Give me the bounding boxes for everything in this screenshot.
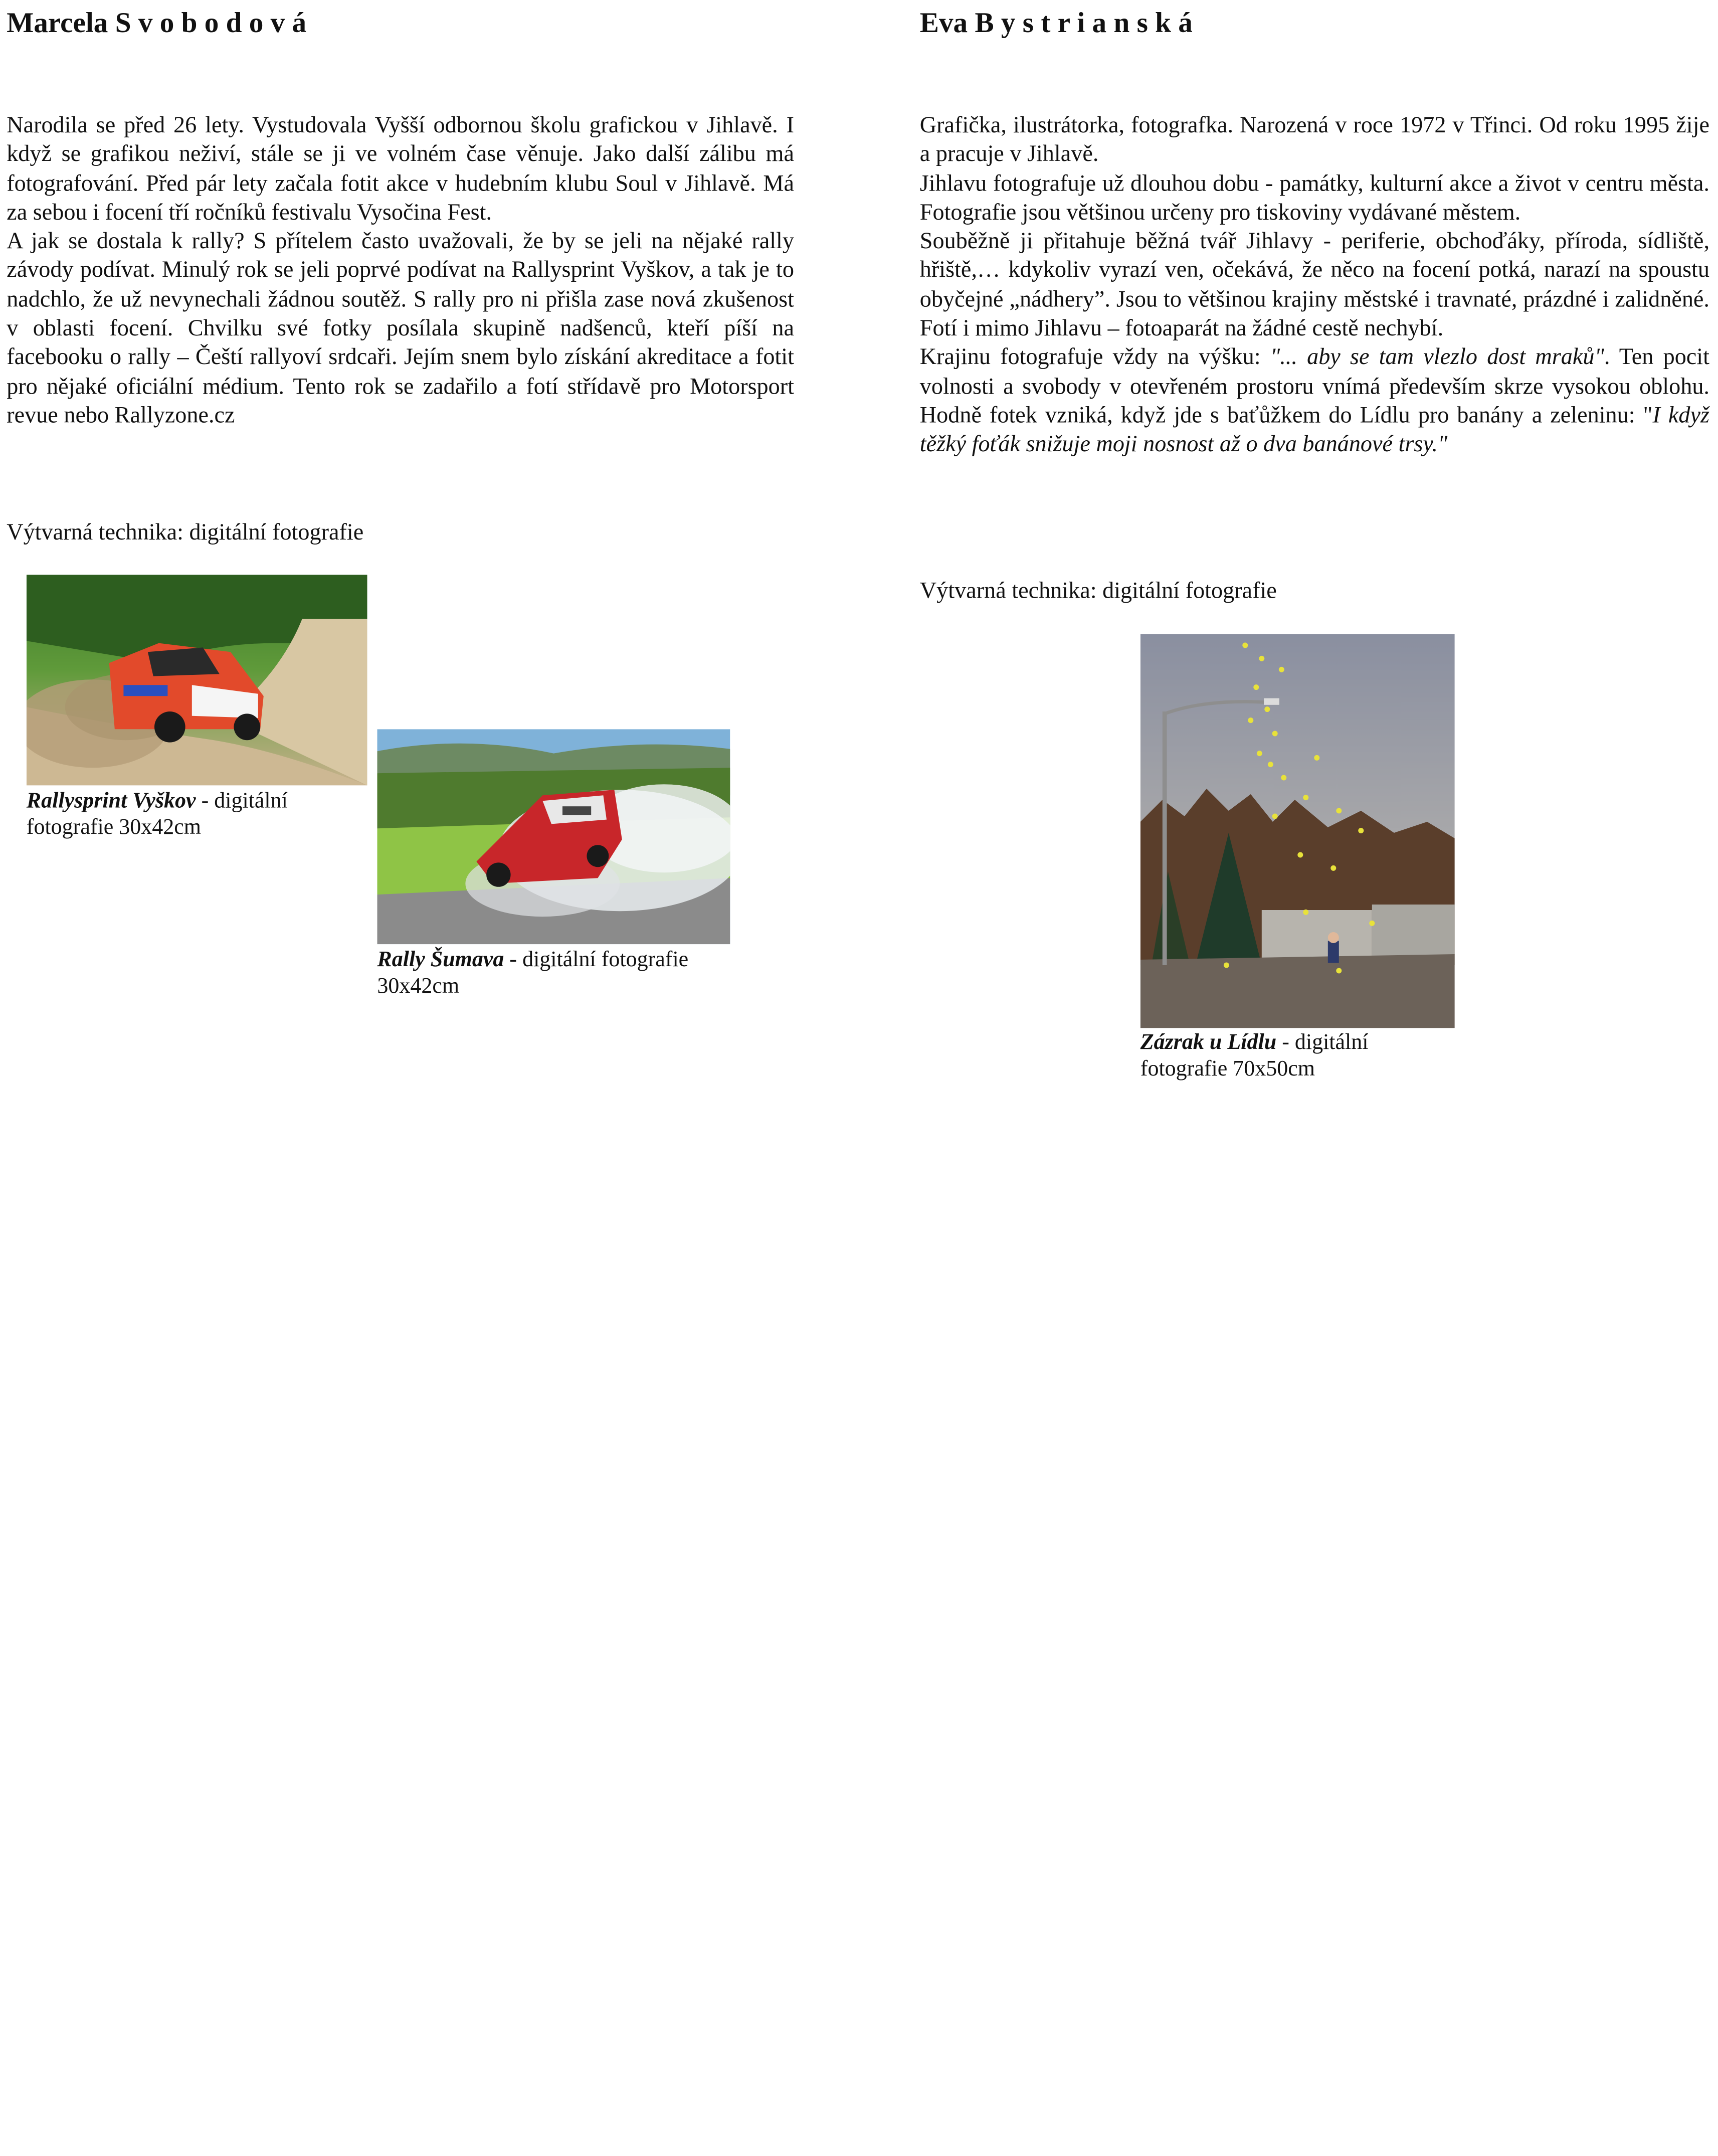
artist-bio (7, 110, 794, 429)
artwork-size: 30x42cm (377, 974, 460, 998)
artwork-caption (1140, 1029, 1471, 1083)
artwork-desc: - digitální (196, 789, 288, 813)
street-lamp-photo (1140, 634, 1455, 1028)
artwork-desc: - digitální fotografie (504, 947, 689, 972)
artwork-caption (377, 947, 730, 1000)
bio-text: Krajinu fotografuje vždy na výšku: (919, 343, 1270, 370)
artwork-size: fotografie 30x42cm (26, 815, 202, 840)
bio-paragraph (920, 342, 1709, 458)
artwork-size: fotografie 70x50cm (1140, 1056, 1315, 1081)
bio-paragraph: Grafička, ilustrátorka, fotografka. Narozená v roce 1972 v Třinci. Od roku 1995 žije a pracuje v Jihlavě. (919, 111, 1709, 167)
artwork-title: Rallysprint Vyškov (26, 789, 196, 813)
bio-paragraph: Souběžně ji přitahuje běžná tvář Jihlavy - periferie, obchoďáky, příroda, sídliště, hřiště,… kdykoliv vyrazí ven, očekává, že něco na focení potká, narazí na spoustu obyčejné „nádhery”. Jsou to většinou krajiny městské i travnaté, prázdné i zalidněné. Fotí i mimo Jihlavu – fotoaparát na žádné cestě nechybí. (919, 227, 1709, 341)
artwork-title: Rally Šumava (377, 947, 504, 972)
bio-paragraph: A jak se dostala k rally? S přítelem často uvažovali, že by se jeli na nějaké rally závody podívat. Minulý rok se jeli poprvé podívat na Rallysprint Vyškov, a tak je to nadchlo, že už nevynechali žádnou soutěž. S rally pro ni přišla zase nová zkušenost v oblasti focení. Chvilku své fotky posílala skupině nadšenců, kteří píší na facebooku o rally – Čeští rallyoví srdcaři. Jejím snem bylo získání akreditace a fotit pro nějaké oficiální médium. Tento rok se zadařilo a fotí střídavě pro Motorsport revue nebo Rallyzone.cz (7, 227, 795, 428)
bio-quote: I když těžký foťák snižuje moji nosnost až o dva banánové trsy." (919, 401, 1709, 457)
artist-name: Marcela S v o b o d o v á (7, 7, 307, 39)
artwork-caption (27, 788, 357, 841)
artist-bio (920, 110, 1709, 458)
bio-paragraph: Jihlavu fotografuje už dlouhou dobu - památky, kulturní akce a život v centru města. Fotografie jsou většinou určeny pro tiskoviny vydávané městem. (919, 169, 1709, 225)
technique-label: Výtvarná technika: digitální fotografie (7, 518, 364, 545)
bio-paragraph: Narodila se před 26 lety. Vystudovala Vyšší odbornou školu grafickou v Jihlavě. I když se grafikou neživí, stále se ji ve volném čase věnuje. Jako další zálibu má fotografování. Před pár lety začala fotit akce v hudebním klubu Soul v Jihlavě. Má za sebou i focení tří ročníků festivalu Vysočina Fest. (7, 111, 795, 225)
bio-quote: "... aby se tam vlezlo dost mraků" (1270, 343, 1604, 370)
bio-text: . Ten pocit volnosti a svobody v otevřeném prostoru vnímá především skrze vysokou oblohu. Hodně fotek vzniká, když jde s baťůžkem do Lídlu pro banány a zeleninu: " (919, 343, 1709, 428)
artwork-title: Zázrak u Lídlu (1140, 1030, 1277, 1055)
artwork-desc: - digitální (1276, 1030, 1369, 1055)
rally-car-smoke-photo (377, 729, 730, 944)
technique-label: Výtvarná technika: digitální fotografie (919, 577, 1277, 604)
artist-name: Eva B y s t r i a n s k á (919, 7, 1193, 39)
rally-car-photo (27, 575, 367, 785)
